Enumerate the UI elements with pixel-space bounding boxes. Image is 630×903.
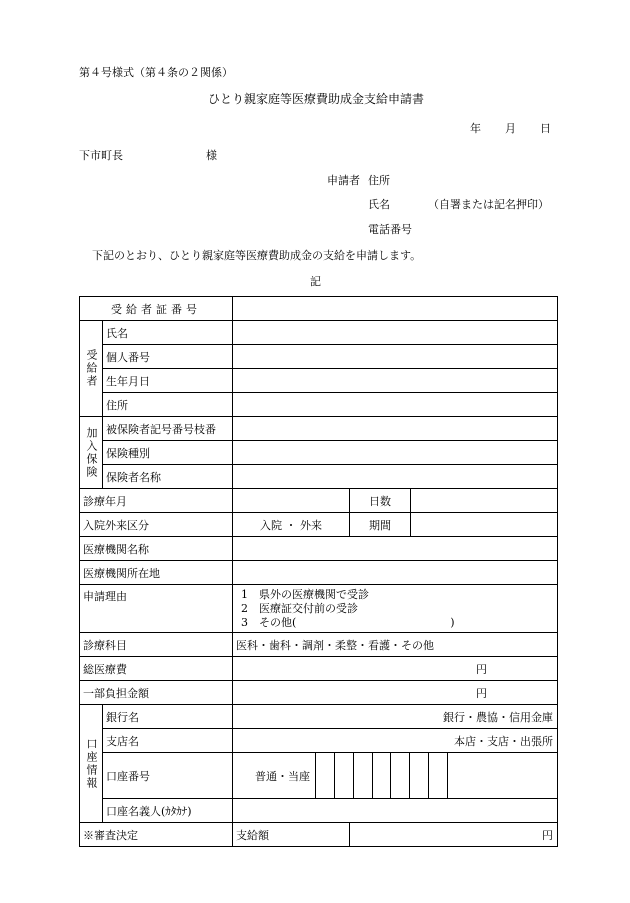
- reason-label: 申請理由: [80, 585, 233, 633]
- recipient-address-field[interactable]: [233, 393, 558, 417]
- bank-label: 銀行名: [103, 705, 233, 729]
- insurance-type-label: 保険種別: [103, 441, 233, 465]
- total-cost-field[interactable]: [233, 657, 558, 681]
- digit-box[interactable]: [334, 753, 353, 798]
- recipient-birthdate-field[interactable]: [233, 369, 558, 393]
- recipient-group-label: 受給者: [80, 321, 103, 417]
- partial-cost-yen: 円: [476, 686, 488, 700]
- inout-value[interactable]: 入院 ・ 外来: [233, 513, 350, 537]
- inout-label: 入院外来区分: [80, 513, 233, 537]
- digit-box[interactable]: [353, 753, 372, 798]
- table-row: [80, 369, 558, 393]
- application-table: [79, 296, 558, 847]
- recipient-name-label: 氏名: [103, 321, 233, 345]
- table-row: [80, 561, 558, 585]
- table-row: [80, 393, 558, 417]
- account-number-label: 口座番号: [103, 753, 233, 799]
- date-month: 月: [505, 122, 516, 135]
- table-row: [80, 345, 558, 369]
- table-row: [80, 441, 558, 465]
- applicant-name-note: （自署または記名押印）: [428, 198, 549, 211]
- table-row: [80, 729, 558, 753]
- table-row: [80, 537, 558, 561]
- table-row: [80, 657, 558, 681]
- table-row: [80, 681, 558, 705]
- account-type[interactable]: 普通・当座: [255, 769, 310, 783]
- bank-field[interactable]: 銀行・農協・信用金庫: [233, 705, 558, 729]
- insurer-name-label: 保険者名称: [103, 465, 233, 489]
- table-row: [80, 489, 558, 513]
- department-label: 診療科目: [80, 633, 233, 657]
- partial-cost-field[interactable]: [233, 681, 558, 705]
- payment-amount-field[interactable]: [350, 823, 558, 847]
- institution-name-label: 医療機関名称: [80, 537, 233, 561]
- table-row: [80, 417, 558, 441]
- period-label: 期間: [350, 513, 411, 537]
- recipient-birthdate-label: 生年月日: [103, 369, 233, 393]
- insurance-group-label: 加入保険: [80, 417, 103, 489]
- account-holder-label: 口座名義人(ｶﾀｶﾅ): [103, 799, 233, 823]
- document-title: ひとり親家庭等医療費助成金支給申請書: [208, 92, 425, 106]
- review-label: ※審査決定: [80, 823, 233, 847]
- table-row: [80, 465, 558, 489]
- institution-address-label: 医療機関所在地: [80, 561, 233, 585]
- branch-label: 支店名: [103, 729, 233, 753]
- days-field[interactable]: [411, 489, 558, 513]
- account-digit-boxes[interactable]: [315, 753, 448, 798]
- treatment-month-label: 診療年月: [80, 489, 233, 513]
- applicant-phone-label: 電話番号: [368, 223, 412, 236]
- digit-box[interactable]: [428, 753, 448, 798]
- reason-options[interactable]: [233, 585, 558, 633]
- date-day: 日: [540, 122, 551, 135]
- period-field[interactable]: [411, 513, 558, 537]
- reason-option-3[interactable]: 3 その他( ): [241, 615, 455, 629]
- department-value[interactable]: 医科・歯科・調剤・柔整・看護・その他: [233, 633, 558, 657]
- table-row: [80, 513, 558, 537]
- table-row: [80, 633, 558, 657]
- ki-label: 記: [310, 275, 321, 288]
- intro-text: 下記のとおり、ひとり親家庭等医療費助成金の支給を申請します。: [92, 249, 422, 262]
- total-cost-yen: 円: [476, 662, 488, 676]
- recipient-mynumber-label: 個人番号: [103, 345, 233, 369]
- recipient-id-field[interactable]: [233, 297, 558, 321]
- reason-option-2[interactable]: 2 医療証交付前の受診: [241, 601, 358, 615]
- applicant-role: 申請者: [327, 174, 360, 187]
- institution-address-field[interactable]: [233, 561, 558, 585]
- form-number: 第４号様式（第４条の２関係）: [79, 66, 233, 79]
- applicant-address-label: 住所: [368, 174, 390, 187]
- recipient-address-label: 住所: [103, 393, 233, 417]
- table-row: [80, 705, 558, 729]
- insured-number-field[interactable]: [233, 417, 558, 441]
- digit-box[interactable]: [390, 753, 409, 798]
- recipient-id-label: 受給者証番号: [80, 297, 233, 321]
- table-row: [80, 297, 558, 321]
- recipient-name-field[interactable]: [233, 321, 558, 345]
- payment-amount-yen: 円: [542, 828, 554, 842]
- digit-box[interactable]: [409, 753, 428, 798]
- days-label: 日数: [350, 489, 411, 513]
- partial-cost-label: 一部負担金額: [80, 681, 233, 705]
- digit-box[interactable]: [315, 753, 334, 798]
- branch-field[interactable]: 本店・支店・出張所: [233, 729, 558, 753]
- date-year: 年: [470, 122, 481, 135]
- payment-amount-label: 支給額: [233, 823, 350, 847]
- total-cost-label: 総医療費: [80, 657, 233, 681]
- table-row: [80, 823, 558, 847]
- reason-option-1[interactable]: 1 県外の医療機関で受診: [241, 587, 369, 601]
- insured-number-label: 被保険者記号番号枝番: [103, 417, 233, 441]
- institution-name-field[interactable]: [233, 537, 558, 561]
- digit-box[interactable]: [372, 753, 391, 798]
- table-row: [80, 799, 558, 823]
- applicant-name-label: 氏名: [368, 198, 390, 211]
- table-row: [80, 753, 558, 799]
- recipient-mynumber-field[interactable]: [233, 345, 558, 369]
- account-number-field[interactable]: [233, 753, 558, 799]
- table-row: [80, 321, 558, 345]
- insurance-type-field[interactable]: [233, 441, 558, 465]
- account-holder-field[interactable]: [233, 799, 558, 823]
- addressee: 下市町長: [79, 149, 123, 162]
- treatment-month-field[interactable]: [233, 489, 350, 513]
- account-group-label: 口座情報: [80, 705, 103, 823]
- insurer-name-field[interactable]: [233, 465, 558, 489]
- table-row: [80, 585, 558, 633]
- honorific: 様: [206, 149, 217, 162]
